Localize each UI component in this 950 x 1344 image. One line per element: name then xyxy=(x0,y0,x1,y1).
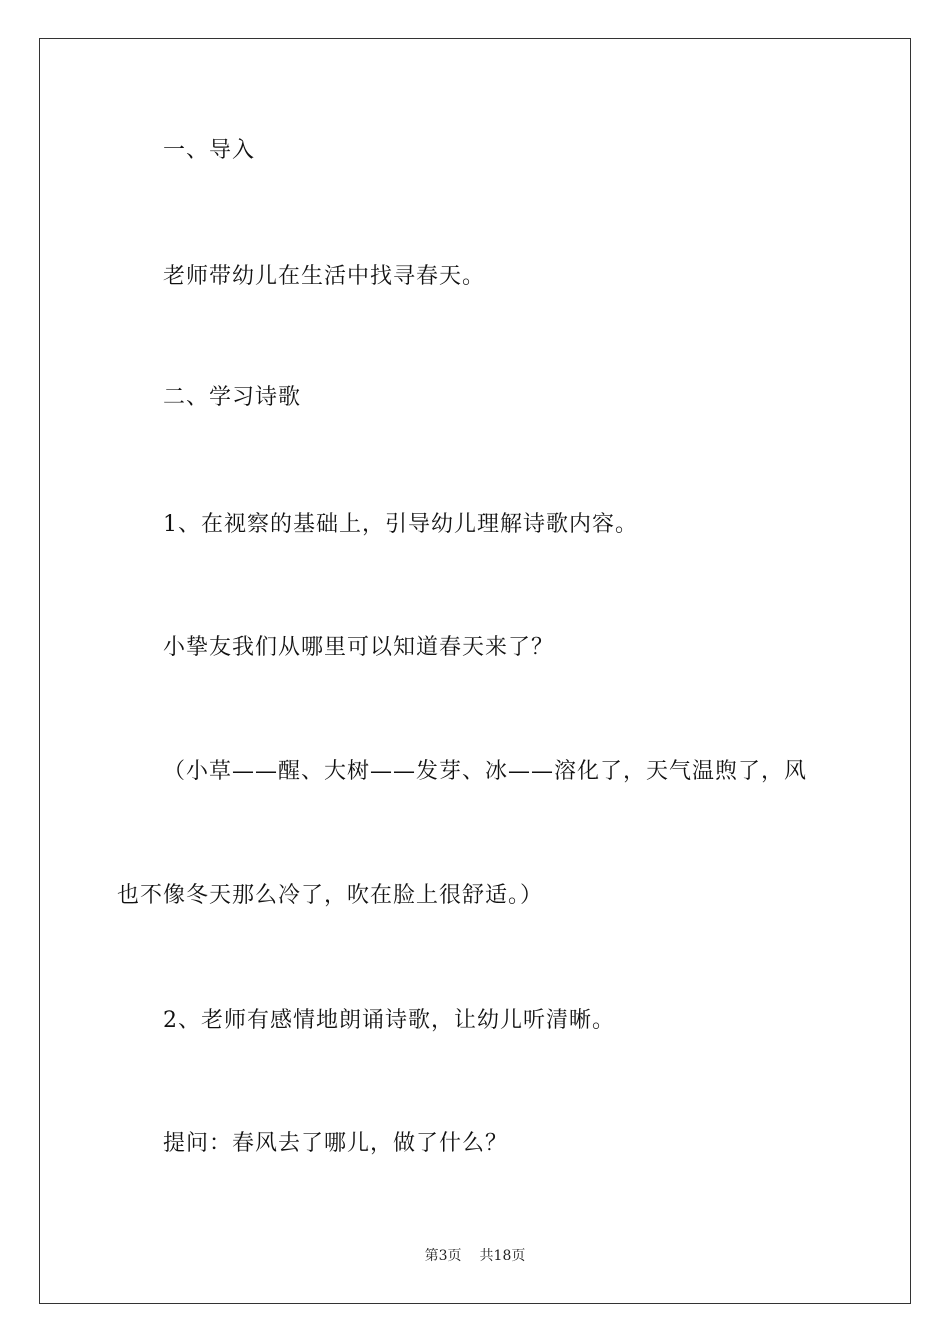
section-heading-intro: 一、导入 xyxy=(163,138,256,163)
paragraph: 小挚友我们从哪里可以知道春天来了？ xyxy=(163,635,555,660)
page-footer xyxy=(0,1247,950,1265)
paragraph: 老师带幼儿在生活中找寻春天。 xyxy=(163,264,486,289)
paragraph: 2、老师有感情地朗诵诗歌，让幼儿听清晰。 xyxy=(163,1008,615,1033)
paragraph: 1、在视察的基础上，引导幼儿理解诗歌内容。 xyxy=(163,512,638,537)
paragraph-line-2: 也不像冬天那么冷了，吹在脸上很舒适。） xyxy=(117,883,544,908)
page-number: 第3页 xyxy=(424,1248,462,1264)
paragraph-line-1: （小草——醒、大树——发芽、冰——溶化了，天气温煦了，风 xyxy=(163,759,808,784)
page-total: 共18页 xyxy=(479,1248,526,1264)
section-heading-learn-poem: 二、学习诗歌 xyxy=(163,385,302,410)
paragraph: 提问：春风去了哪儿，做了什么？ xyxy=(163,1131,509,1156)
page-border xyxy=(39,38,911,1304)
